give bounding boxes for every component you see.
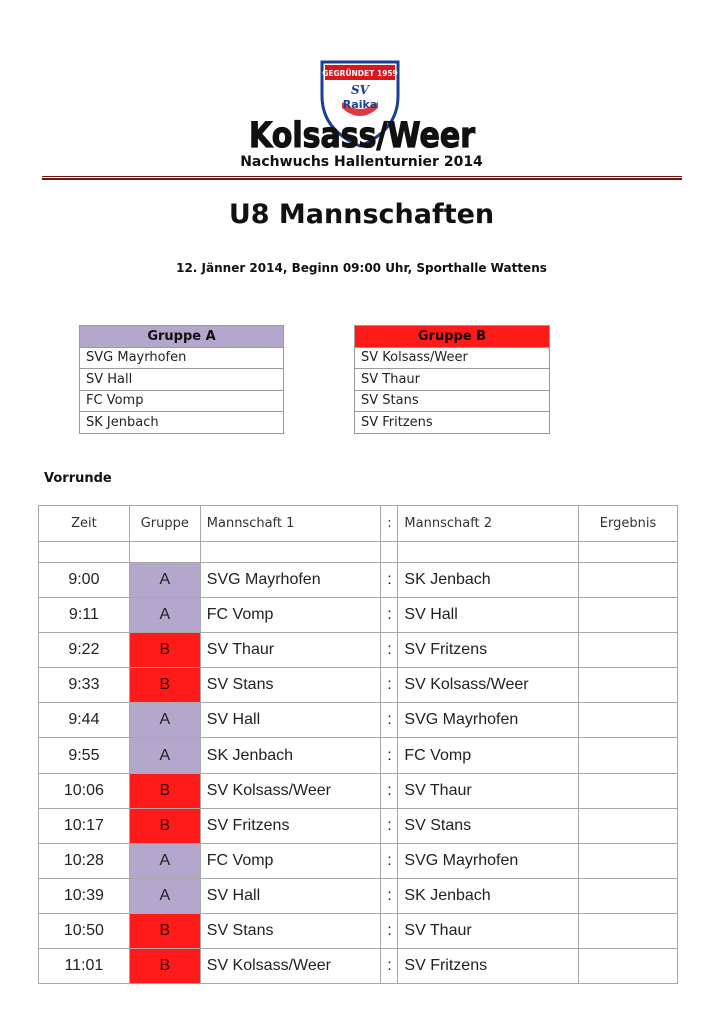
table-row: [39, 738, 678, 773]
section-title: Vorrunde: [44, 471, 112, 486]
spacer-cell: [200, 542, 381, 563]
match-team1: FC Vomp: [200, 598, 381, 633]
match-result: [579, 598, 678, 633]
match-group: A: [129, 563, 200, 598]
col-header-group: Gruppe: [129, 506, 200, 542]
match-result: [579, 563, 678, 598]
match-separator: :: [381, 633, 398, 668]
match-result: [579, 843, 678, 878]
schedule-spacer-row: [39, 542, 678, 563]
group-b-table: [354, 325, 550, 434]
schedule-table: [38, 505, 678, 984]
match-separator: :: [381, 738, 398, 773]
spacer-cell: [129, 542, 200, 563]
match-team1: SV Stans: [200, 913, 381, 948]
tournament-subtitle: Nachwuchs Hallenturnier 2014: [240, 154, 483, 170]
match-team1: SK Jenbach: [200, 738, 381, 773]
match-team2: SK Jenbach: [398, 563, 579, 598]
match-separator: :: [381, 773, 398, 808]
match-group: B: [129, 949, 200, 984]
match-group: B: [129, 913, 200, 948]
match-result: [579, 773, 678, 808]
club-crest-icon: [246, 56, 478, 154]
logo-founded: GEGRÜNDET 1959: [322, 69, 398, 78]
match-team2: SV Hall: [398, 598, 579, 633]
match-time: 10:06: [39, 773, 130, 808]
col-header-sep: :: [381, 506, 398, 542]
group-b-team: SV Thaur: [355, 369, 550, 391]
match-team1: SV Thaur: [200, 633, 381, 668]
table-row: [39, 633, 678, 668]
header-divider: [42, 176, 682, 180]
table-row: [39, 598, 678, 633]
group-a-team: SK Jenbach: [80, 412, 284, 434]
match-group: A: [129, 738, 200, 773]
spacer-cell: [579, 542, 678, 563]
event-dateline: 12. Jänner 2014, Beginn 09:00 Uhr, Sporthalle Wattens: [176, 261, 547, 275]
table-row: [39, 808, 678, 843]
match-team2: SK Jenbach: [398, 878, 579, 913]
table-row: [39, 563, 678, 598]
group-a-table: [79, 325, 284, 434]
table-row: [39, 773, 678, 808]
match-time: 10:28: [39, 843, 130, 878]
logo-club-short: SV: [351, 83, 369, 97]
table-row: [39, 878, 678, 913]
match-group: B: [129, 808, 200, 843]
match-team1: SV Stans: [200, 668, 381, 703]
group-b-team: SV Kolsass/Weer: [355, 347, 550, 369]
match-time: 11:01: [39, 949, 130, 984]
match-group: B: [129, 633, 200, 668]
table-row: [39, 843, 678, 878]
match-time: 10:50: [39, 913, 130, 948]
logo-club-name: Kolsass/Weer: [249, 116, 476, 156]
match-result: [579, 668, 678, 703]
match-group: B: [129, 668, 200, 703]
match-result: [579, 738, 678, 773]
group-a-header: Gruppe A: [80, 326, 284, 348]
match-time: 9:33: [39, 668, 130, 703]
match-group: A: [129, 878, 200, 913]
group-a-team: FC Vomp: [80, 390, 284, 412]
match-team1: SVG Mayrhofen: [200, 563, 381, 598]
match-time: 9:11: [39, 598, 130, 633]
match-separator: :: [381, 878, 398, 913]
match-result: [579, 949, 678, 984]
spacer-cell: [39, 542, 130, 563]
match-team1: SV Fritzens: [200, 808, 381, 843]
match-separator: :: [381, 668, 398, 703]
match-time: 10:17: [39, 808, 130, 843]
match-team2: SV Fritzens: [398, 633, 579, 668]
page-title: U8 Mannschaften: [228, 199, 495, 230]
table-row: [39, 913, 678, 948]
match-result: [579, 633, 678, 668]
group-b-team: SV Fritzens: [355, 412, 550, 434]
match-team2: SV Stans: [398, 808, 579, 843]
match-time: 9:44: [39, 703, 130, 738]
match-team1: SV Kolsass/Weer: [200, 949, 381, 984]
match-time: 9:22: [39, 633, 130, 668]
col-header-team2: Mannschaft 2: [398, 506, 579, 542]
match-team1: FC Vomp: [200, 843, 381, 878]
group-b-header: Gruppe B: [355, 326, 550, 348]
match-team2: SVG Mayrhofen: [398, 703, 579, 738]
match-separator: :: [381, 808, 398, 843]
match-team2: SV Fritzens: [398, 949, 579, 984]
match-team2: FC Vomp: [398, 738, 579, 773]
match-separator: :: [381, 913, 398, 948]
match-result: [579, 878, 678, 913]
match-separator: :: [381, 843, 398, 878]
match-group: B: [129, 773, 200, 808]
match-team2: SV Thaur: [398, 773, 579, 808]
logo-sponsor: Raika: [342, 98, 378, 111]
club-logo: [246, 56, 478, 154]
match-team1: SV Hall: [200, 878, 381, 913]
match-team1: SV Hall: [200, 703, 381, 738]
match-group: A: [129, 843, 200, 878]
match-result: [579, 808, 678, 843]
match-time: 10:39: [39, 878, 130, 913]
col-header-time: Zeit: [39, 506, 130, 542]
match-group: A: [129, 703, 200, 738]
match-team1: SV Kolsass/Weer: [200, 773, 381, 808]
col-header-result: Ergebnis: [579, 506, 678, 542]
group-a-team: SVG Mayrhofen: [80, 347, 284, 369]
spacer-cell: [381, 542, 398, 563]
match-separator: :: [381, 598, 398, 633]
match-result: [579, 913, 678, 948]
match-team2: SVG Mayrhofen: [398, 843, 579, 878]
match-team2: SV Thaur: [398, 913, 579, 948]
spacer-cell: [398, 542, 579, 563]
match-separator: :: [381, 563, 398, 598]
group-a-team: SV Hall: [80, 369, 284, 391]
schedule-header-row: [39, 506, 678, 542]
table-row: [39, 949, 678, 984]
match-separator: :: [381, 949, 398, 984]
match-group: A: [129, 598, 200, 633]
match-time: 9:00: [39, 563, 130, 598]
table-row: [39, 703, 678, 738]
col-header-team1: Mannschaft 1: [200, 506, 381, 542]
match-separator: :: [381, 703, 398, 738]
group-b-team: SV Stans: [355, 390, 550, 412]
table-row: [39, 668, 678, 703]
match-result: [579, 703, 678, 738]
match-time: 9:55: [39, 738, 130, 773]
match-team2: SV Kolsass/Weer: [398, 668, 579, 703]
